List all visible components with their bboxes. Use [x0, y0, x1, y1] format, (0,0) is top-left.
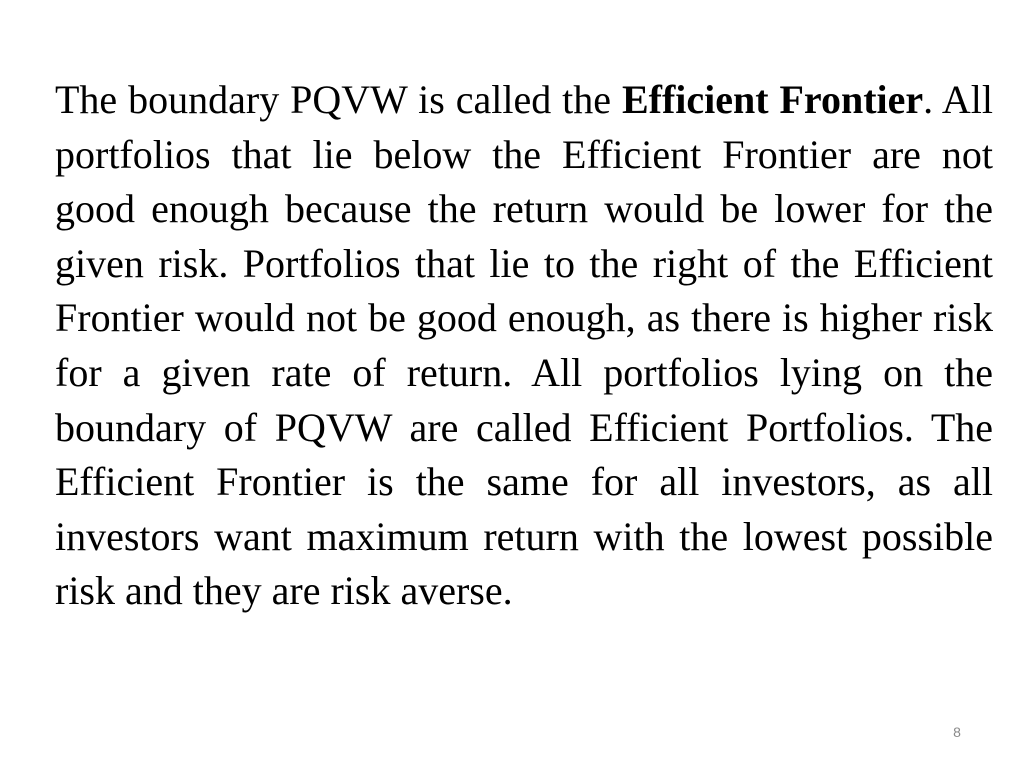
paragraph-intro: The boundary PQVW is called the	[55, 77, 622, 122]
paragraph-rest: . All portfolios that lie below the Efficient Frontier are not good enough because the return would be lower for the given risk. Portfolios that lie to the right of the Efficient Frontier would not be good enough, as there is higher risk for a given rate of return. All portfolios lying on the boundary of PQVW are called Efficient Portfolios. The Efficient Frontier is the same for all investors, as all investors want maximum return with the lowest possible risk and they are risk averse.	[55, 77, 993, 614]
page-number: 8	[953, 724, 961, 740]
body-paragraph	[55, 73, 993, 619]
efficient-frontier-term: Efficient Frontier	[621, 77, 924, 122]
